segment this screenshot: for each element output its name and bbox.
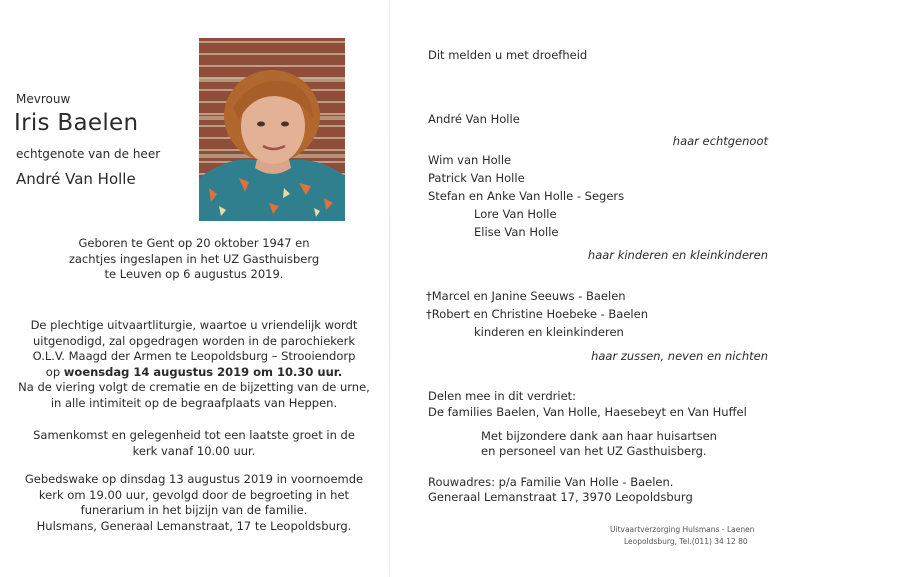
birth-line: te Leuven op 6 augustus 2019.	[104, 267, 284, 281]
sibling-name: †Robert en Christine Hoebeke - Baelen	[426, 307, 648, 321]
undertaker-line: Uitvaartverzorging Hulsmans - Laenen	[610, 525, 755, 534]
gathering-line: kerk vanaf 10.00 uur.	[132, 443, 256, 458]
share-intro: Delen mee in dit verdriet:	[428, 389, 577, 403]
spouse-intro: echtgenote van de heer	[16, 147, 161, 161]
funeral-line: uitgenodigd, zal opgedragen worden in de parochiekerk	[32, 333, 356, 348]
child-name: Patrick Van Holle	[428, 171, 525, 185]
undertaker-line: Leopoldsburg, Tel.(011) 34 12 80	[624, 537, 748, 546]
deceased-name: Iris Baelen	[14, 110, 139, 136]
wake-text	[8, 472, 380, 534]
wake-line: Gebedswake op dinsdag 13 augustus 2019 in voornoemde	[24, 472, 364, 486]
husband-role: haar echtgenoot	[672, 134, 768, 148]
funeral-line: O.L.V. Maagd der Armen te Leopoldsburg – Strooiendorp	[32, 349, 356, 363]
wake-line: Hulsmans, Generaal Lemanstraat, 17 te Leopoldsburg.	[36, 518, 352, 533]
portrait-photo	[199, 38, 345, 221]
funeral-service-text	[8, 318, 380, 411]
funeral-date-line	[8, 365, 380, 381]
children-role: haar kinderen en kleinkinderen	[587, 248, 768, 262]
siblings-children: kinderen en kleinkinderen	[474, 325, 624, 339]
birth-line: zachtjes ingeslapen in het UZ Gasthuisberg	[68, 251, 320, 266]
families-line: De families Baelen, Van Holle, Haesebeyt en Van Huffel	[428, 405, 747, 419]
grandchild-name: Elise Van Holle	[474, 225, 559, 239]
funeral-date: woensdag 14 augustus 2019 om 10.30 uur.	[63, 364, 343, 379]
mourning-address-line: Generaal Lemanstraat 17, 3970 Leopoldsburg	[428, 490, 693, 504]
card-fold-line	[389, 0, 390, 577]
funeral-date-prefix: op	[45, 364, 64, 379]
gathering-text	[8, 428, 380, 459]
thanks-line: Met bijzondere dank aan haar huisartsen	[481, 429, 717, 443]
funeral-line: in alle intimiteit op de begraafplaats van Heppen.	[50, 395, 338, 410]
gathering-line: Samenkomst en gelegenheid tot een laatste groet in de	[33, 428, 355, 442]
grandchild-name: Lore Van Holle	[474, 207, 557, 221]
sibling-name: †Marcel en Janine Seeuws - Baelen	[426, 289, 626, 303]
child-name: Stefan en Anke Van Holle - Segers	[428, 189, 625, 203]
birth-line: Geboren te Gent op 20 oktober 1947 en	[78, 236, 310, 250]
funeral-line: Na de viering volgt de crematie en de bijzetting van de urne,	[18, 380, 370, 394]
announcement-intro: Dit melden u met droefheid	[428, 48, 588, 62]
siblings-role: haar zussen, neven en nichten	[591, 349, 768, 363]
thanks-line: en personeel van het UZ Gasthuisberg.	[481, 444, 707, 458]
spouse-name: André Van Holle	[16, 170, 136, 188]
wake-line: kerk om 19.00 uur, gevolgd door de begroeting in het	[38, 487, 350, 502]
child-name: Wim van Holle	[428, 153, 512, 167]
salutation: Mevrouw	[16, 92, 71, 106]
mourning-address-line: Rouwadres: p/a Familie Van Holle - Baelen.	[428, 475, 674, 489]
husband-name: André Van Holle	[428, 112, 520, 126]
birth-death-text	[8, 236, 380, 283]
wake-line: funerarium in het bijzijn van de familie.	[80, 503, 308, 517]
funeral-line: De plechtige uitvaartliturgie, waartoe u vriendelijk wordt	[30, 318, 358, 332]
